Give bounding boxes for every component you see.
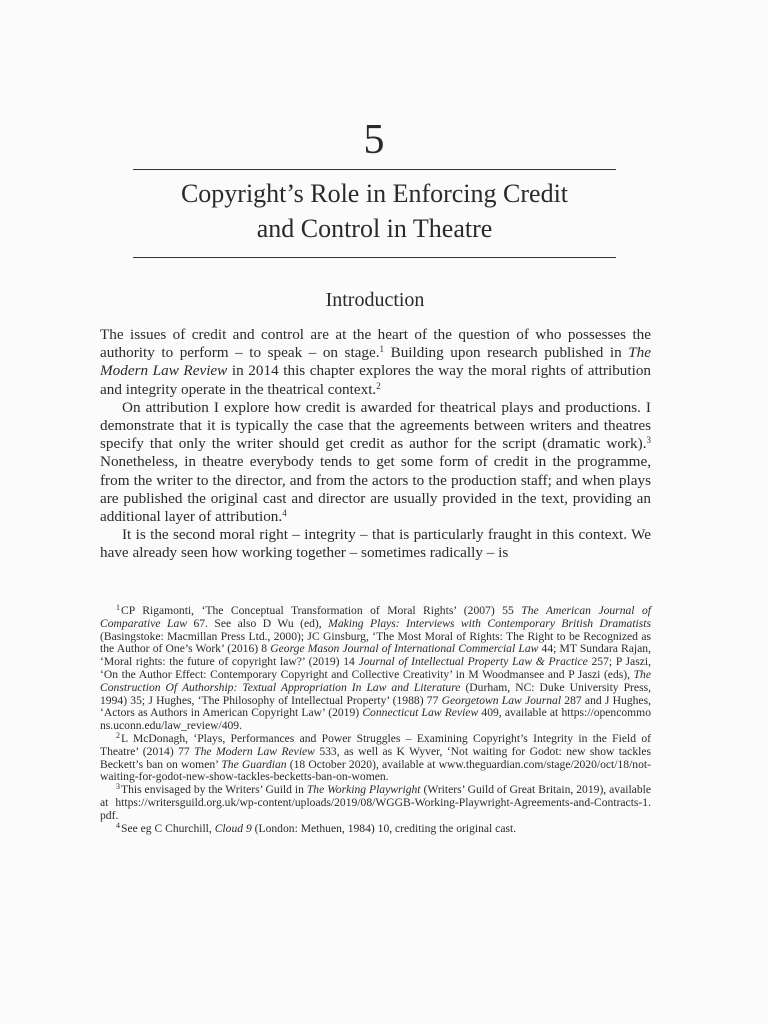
paragraph-2: On attribution I explore how credit is awarded for theatrical plays and productions. I demonstrate that it is typically the case that the agreements between writers and theatres specify that only the writer should get credit as author for the script (dramatic work).$^3$ Nonetheless, in theatre everybody tends to get some form of credit in the programme, from the writer to the director, and from the actors to the production staff; and when plays are published the original cast and director are usually provided in the text, providing an additional layer of attribution.$^4$	[100, 398, 651, 526]
footnote-3: $^3$This envisaged by the Writers’ Guild in The Working Playwright (Writers’ Guild of Great Britain, 2019), available at https://writersguild.org.uk/wp-content/uploads/2019/08/WGGB-Working-Playwright-Agreements-and-Contracts-1.pdf.	[100, 782, 651, 822]
paragraph-3: It is the second moral right – integrity – that is particularly fraught in this context. We have already seen how working together – sometimes radically – is	[100, 526, 651, 562]
footnote-4: $^4$See eg C Churchill, Cloud 9 (London: Methuen, 1984) 10, crediting the original cast.	[116, 820, 517, 835]
footnotes	[100, 605, 651, 835]
footnote-ref-3[interactable]: 3	[646, 435, 651, 446]
paragraph-1: The issues of credit and control are at the heart of the question of who possesses the authority to perform – to speak – on stage.$^1$ Building upon research published in The Modern Law Review in 2014 this chapter explores the way the moral rights of attribution and integrity operate in the theatrical context.$^2$	[100, 326, 652, 398]
footnote-mark: 4	[116, 820, 120, 830]
footnote-1: $^1$CP Rigamonti, ‘The Conceptual Transformation of Moral Rights’ (2007) 55 The American Journal of Comparative Law 67. See also D Wu (ed), Making Plays: Interviews with Contemporary British Dramatists (Basingstoke: Macmillan Press Ltd., 2000); JC Ginsburg, ‘The Most Moral of Rights: The Right to be Recognized as the Author of One’s Work’ (2016) 8 George Mason Journal of International Commercial Law 44; MT Sundara Rajan, ‘Moral rights: the future of copyright law?’ (2019) 14 Journal of Intellectual Property Law & Practice 257; P Jaszi, ‘On the Author Effect: Contemporary Copyright and Collective Creativity’ in M Woodmansee and P Jaszi (eds), The Construction Of Authorship: Textual Appropriation In Law and Literature (Durham, NC: Duke University Press, 1994) 35; J Hughes, ‘The Philosophy of Intellectual Property’ (1988) 77 Georgetown Law Journal 287 and J Hughes, ‘Actors as Authors in American Copyright Law’ (2019) Connecticut Law Review 409, available at https://opencommons.uconn.edu/law_review/409.	[100, 603, 652, 733]
footnote-ref-4[interactable]: 4	[282, 508, 287, 519]
footnote-ref-1[interactable]: 1	[379, 344, 385, 355]
title-rule-top	[133, 169, 616, 170]
title-rule-bottom	[133, 257, 616, 258]
footnote-mark: 2	[116, 730, 120, 740]
body-text	[100, 326, 651, 563]
section-title: Introduction	[325, 289, 425, 311]
footnote-2: $^2$L McDonagh, ‘Plays, Performances and Power Struggles – Examining Copyright’s Integrity in the Field of Theatre’ (2014) 77 The Modern Law Review 533, as well as K Wyver, ‘Not waiting for Godot: new show tackles Beckett’s ban on women’ The Guardian (18 October 2020), available at www.theguardian.com/stage/2020/oct/18/not-waiting-for-godot-new-show-tackles-becketts-ban-on-women.	[100, 730, 651, 784]
journal-title: The Modern Law Review	[100, 344, 651, 380]
chapter-number: 5	[363, 117, 385, 163]
footnote-mark: 1	[116, 603, 120, 612]
footnote-ref-2[interactable]: 2	[376, 380, 381, 391]
chapter-title-line1: Copyright’s Role in Enforcing Credit	[180, 179, 569, 208]
chapter-title-line2: and Control in Theatre	[256, 214, 493, 243]
footnote-mark: 3	[116, 782, 120, 792]
chapter-title	[133, 176, 616, 246]
